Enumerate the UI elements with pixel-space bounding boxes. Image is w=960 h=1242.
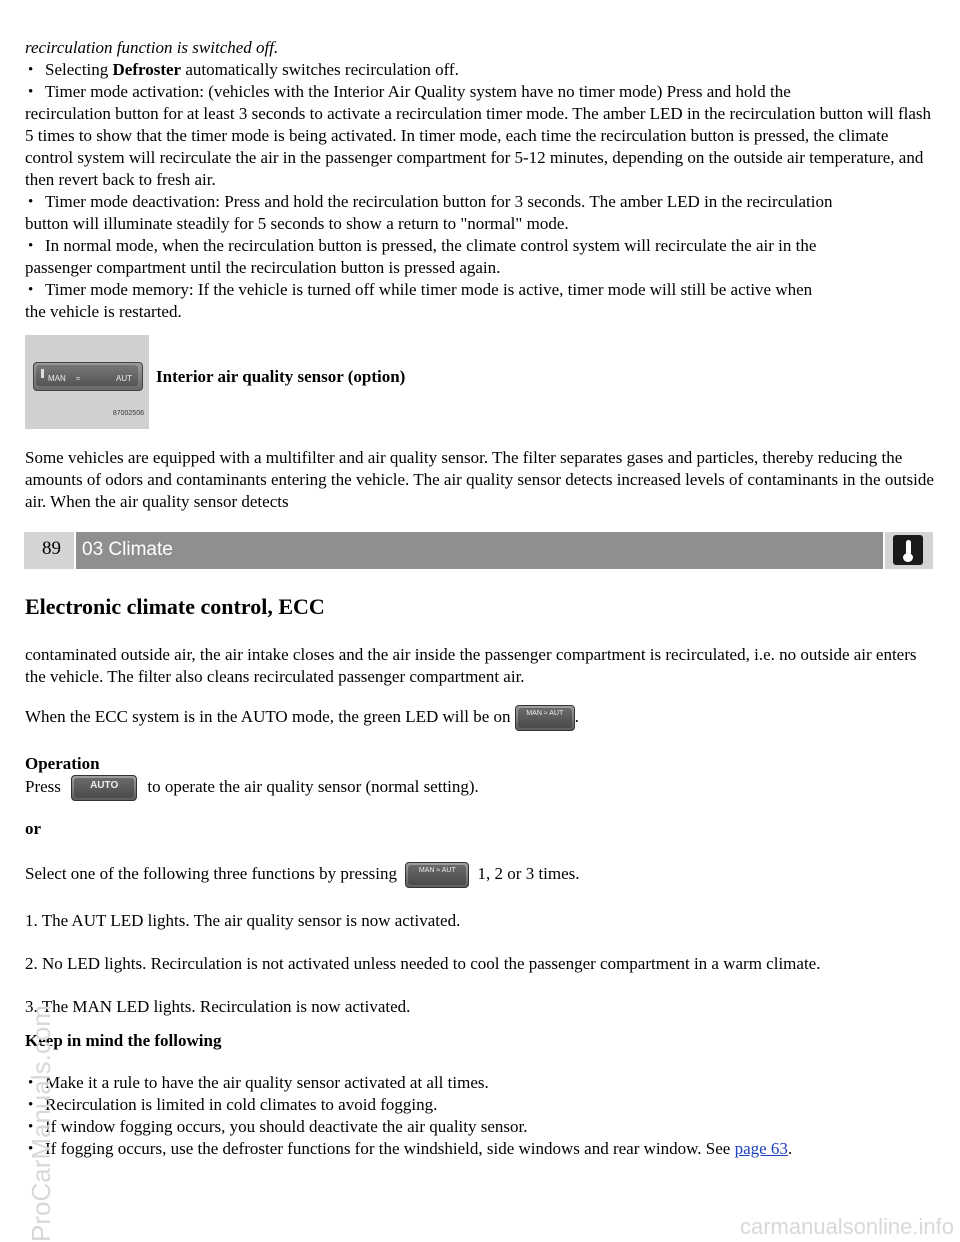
step-1: 1. The AUT LED lights. The air quality sensor is now activated. — [25, 911, 461, 930]
bullet-normal-mode: • In normal mode, when the recirculation button is pressed, the climate control system will recirculate the air in the — [25, 235, 935, 257]
btn-aut: AUT — [549, 710, 564, 717]
keep-bullets — [25, 1072, 935, 1160]
bullet-list-2 — [25, 191, 935, 213]
timer-deactivation-continued: button will illuminate steadily for 5 seconds to show a return to "normal" mode. — [25, 214, 569, 233]
page-63-link[interactable]: page 63 — [734, 1139, 788, 1158]
watermark-bottom-right: carmanualsonline.info — [739, 1214, 954, 1239]
car-recirculation-icon: ≈ — [76, 374, 81, 383]
recirculation-bullets — [25, 59, 935, 103]
ecc-p1: contaminated outside air, the air intake closes and the air inside the passenger compartment is recirculated, i.e. no outside air enters the vehicle. The filter also cleans recirculated passenger compartment air. — [25, 645, 917, 686]
step-2: 2. No LED lights. Recirculation is not activated unless needed to cool the passenger compartment in a warm climate. — [25, 954, 821, 973]
section-header-bar — [24, 532, 933, 569]
keep-bullet-1: • Make it a rule to have the air quality sensor activated at all times. — [25, 1072, 935, 1094]
thermometer-bulb — [903, 553, 913, 562]
led-indicator-left — [41, 369, 44, 378]
keep-bullet-4 — [25, 1138, 935, 1160]
bullet-defroster: • Selecting Defroster automatically switches recirculation off. — [25, 59, 935, 81]
operation-heading: Operation — [25, 754, 100, 773]
keep-list — [25, 1072, 935, 1160]
press-post-text: to operate the air quality sensor (normal setting). — [147, 776, 479, 796]
select-line — [25, 862, 935, 888]
section-title: 03 Climate — [82, 539, 173, 560]
bullet-timer-memory: • Timer mode memory: If the vehicle is turned off while timer mode is active, timer mode will still be active when — [25, 279, 935, 301]
step-3: 3. The MAN LED lights. Recirculation is now activated. — [25, 997, 411, 1016]
figure-code: 87002506 — [112, 410, 144, 417]
btn-label: MAN ≈ AUT — [526, 710, 564, 717]
select-post-text: 1, 2 or 3 times. — [477, 863, 580, 883]
panel-aut-label: AUT — [116, 374, 132, 383]
keep-bullet-3: • If window fogging occurs, you should deactivate the air quality sensor. — [25, 1116, 935, 1138]
lead-italic: recirculation function is switched off. — [25, 38, 279, 57]
p2-period: . — [574, 706, 580, 726]
normal-mode-continued: passenger compartment until the recirculation button is pressed again. — [25, 258, 501, 277]
btn-aut-2: AUT — [441, 867, 456, 874]
timer-activation-continued: recirculation button for at least 3 seconds to activate a recirculation timer mode. The amber LED in the recirculation button will flash 5 times to show that the timer mode is being activated. In timer mode, each time the recirculation button is pressed, the climate control system will recirculate the air in the passenger compartment for 5-12 minutes, depending on the outside air temperature, and then revert back to fresh air. — [25, 104, 932, 189]
page-number: 89 — [42, 538, 61, 559]
auto-button-icon — [71, 775, 137, 801]
man-aut-button-icon-2 — [405, 862, 469, 888]
press-text: Press — [25, 776, 61, 796]
page-heading: Electronic climate control, ECC — [25, 594, 325, 619]
figure-caption: Interior air quality sensor (option) — [156, 367, 406, 386]
sensor-paragraph: Some vehicles are equipped with a multifilter and air quality sensor. The filter separates gases and particles, thereby reducing the amounts of odors and contaminants entering the vehicle. The air quality sensor detects increased levels of contaminants in the outside air. When the air quality sensor detects — [25, 448, 934, 511]
btn-label-2: MAN ≈ AUT — [418, 867, 456, 874]
bullet-list-4 — [25, 279, 935, 301]
keep-bullet-4-text: If fogging occurs, use the defroster functions for the windshield, side windows and rear window. See — [45, 1139, 735, 1158]
timer-memory-continued: the vehicle is restarted. — [25, 302, 182, 321]
select-text: Select one of the following three functions by pressing — [25, 863, 398, 883]
p2-text: When the ECC system is in the AUTO mode, the green LED will be on — [25, 706, 511, 726]
keep-heading: Keep in mind the following — [25, 1031, 222, 1050]
keep-bullet-2: • Recirculation is limited in cold climates to avoid fogging. — [25, 1094, 935, 1116]
btn-man-2: MAN — [418, 867, 435, 874]
bullet-timer-deactivation: • Timer mode deactivation: Press and hold the recirculation button for 3 seconds. The amber LED in the recirculation — [25, 191, 935, 213]
section-title-box — [76, 532, 883, 569]
watermark-left-text: ProCarManuals.com — [26, 1005, 56, 1242]
bullet-timer-activation: • Timer mode activation: (vehicles with the Interior Air Quality system have no timer mode) Press and hold the — [25, 81, 935, 103]
panel-man-label: MAN — [48, 374, 66, 383]
btn-man: MAN — [526, 710, 542, 717]
section-icon-box — [885, 532, 933, 569]
bullet-list-3 — [25, 235, 935, 257]
auto-label: AUTO — [90, 780, 119, 791]
or-text: or — [25, 819, 42, 838]
press-line — [25, 775, 935, 801]
top-text-block — [25, 37, 935, 323]
man-aut-button-image — [33, 362, 143, 391]
recirculation-panel-image — [25, 335, 149, 429]
thermometer-icon — [893, 535, 923, 565]
ecc-p2 — [25, 705, 935, 731]
man-aut-button-icon — [515, 705, 575, 731]
keep-bullet-4-period: . — [787, 1139, 793, 1158]
